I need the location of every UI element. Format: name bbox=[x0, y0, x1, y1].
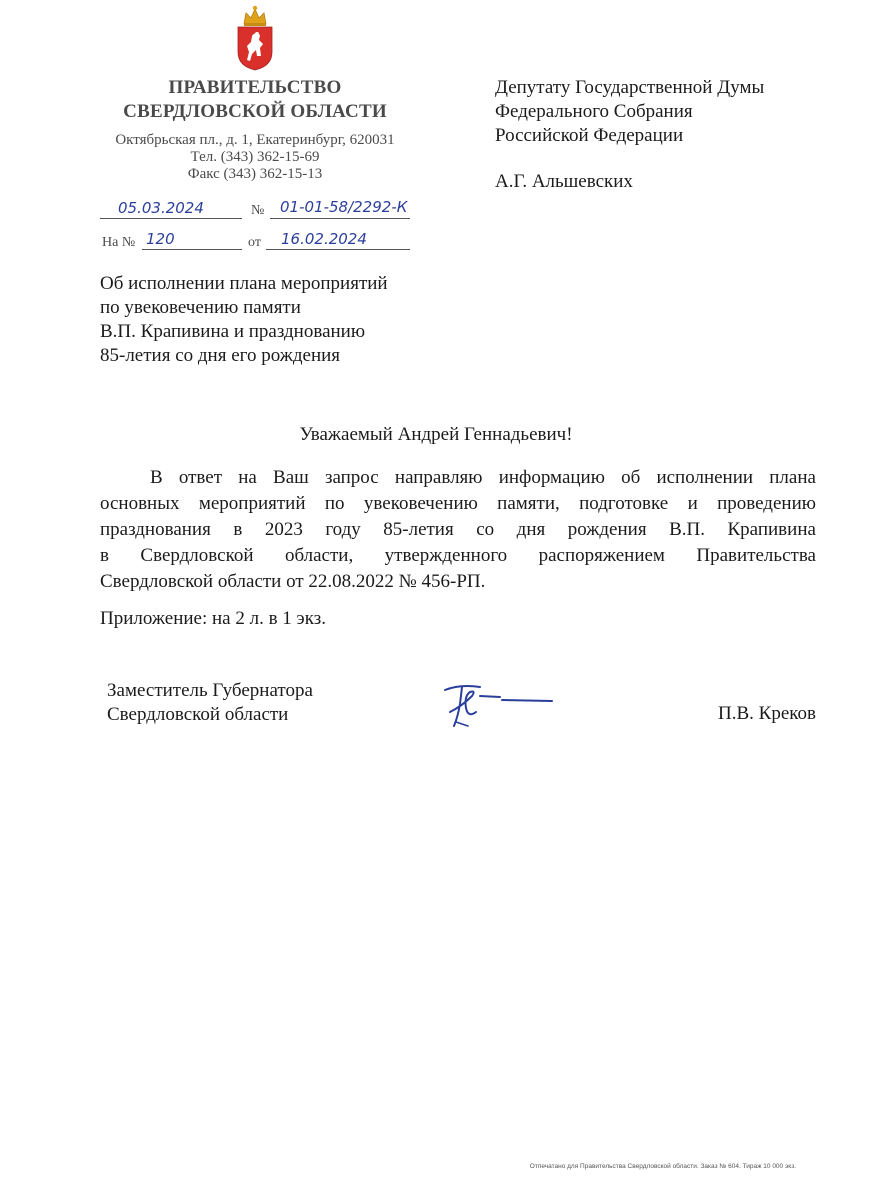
body-word: Крапивина bbox=[727, 519, 816, 540]
reply-to-number: 120 bbox=[146, 230, 175, 248]
org-name-line1: ПРАВИТЕЛЬСТВО bbox=[168, 77, 342, 98]
signatory-position bbox=[107, 679, 313, 727]
date-underline bbox=[100, 218, 242, 219]
addressee-block bbox=[495, 76, 764, 194]
body-word: Свердловской bbox=[140, 545, 254, 566]
org-contacts bbox=[100, 132, 410, 183]
addressee-line3: Российской Федерации bbox=[495, 125, 684, 146]
body-word: ответ bbox=[178, 467, 223, 488]
position-line2: Свердловской области bbox=[107, 704, 289, 725]
reply-to-date: 16.02.2024 bbox=[281, 230, 367, 248]
number-label: № bbox=[251, 203, 265, 218]
body-word: году bbox=[325, 519, 361, 540]
body-word: В bbox=[150, 467, 163, 488]
body-word: Правительства bbox=[696, 545, 816, 566]
body-word: подготовке bbox=[579, 493, 669, 514]
body-line bbox=[100, 543, 816, 569]
body-word: 2023 bbox=[264, 519, 303, 540]
body-word: увековечению bbox=[363, 493, 478, 514]
body-word: плана bbox=[769, 467, 816, 488]
subject-line4: 85-летия со дня его рождения bbox=[100, 345, 341, 366]
print-footer: Отпечатано для Правительства Свердловской области. Заказ № 604. Тираж 10 000 экз. bbox=[529, 1163, 796, 1170]
body-word: дня bbox=[516, 519, 546, 540]
reply-number-underline bbox=[142, 249, 242, 250]
coat-of-arms-icon bbox=[230, 4, 280, 72]
attachment-note: Приложение: на 2 л. в 1 экз. bbox=[100, 608, 326, 629]
outgoing-date: 05.03.2024 bbox=[118, 199, 204, 217]
org-fax: Факс (343) 362-15-13 bbox=[187, 166, 323, 182]
addressee-name: А.Г. Альшевских bbox=[495, 171, 633, 192]
body-word: 85-летия bbox=[383, 519, 454, 540]
org-name-line2: СВЕРДЛОВСКОЙ ОБЛАСТИ bbox=[123, 101, 387, 122]
body-word: Ваш bbox=[273, 467, 309, 488]
body-word: в bbox=[100, 545, 109, 566]
salutation: Уважаемый Андрей Геннадьевич! bbox=[299, 424, 573, 445]
body-word: в bbox=[233, 519, 243, 540]
body-word: исполнении bbox=[656, 467, 754, 488]
body-word: В.П. bbox=[669, 519, 705, 540]
body-word: рождения bbox=[567, 519, 647, 540]
handwritten-signature bbox=[440, 682, 555, 730]
position-line1: Заместитель Губернатора bbox=[107, 680, 313, 701]
number-underline bbox=[270, 218, 410, 219]
organization-name bbox=[100, 76, 410, 124]
body-word: мероприятий bbox=[198, 493, 306, 514]
letter-subject bbox=[100, 272, 388, 368]
body-word: по bbox=[324, 493, 345, 514]
addressee-line2: Федерального Собрания bbox=[495, 101, 693, 122]
org-address: Октябрьская пл., д. 1, Екатеринбург, 620031 bbox=[115, 132, 395, 148]
outgoing-number: 01-01-58/2292-К bbox=[280, 198, 408, 216]
body-word: памяти, bbox=[497, 493, 560, 514]
subject-line2: по увековечению памяти bbox=[100, 297, 301, 318]
body-word: информацию bbox=[498, 467, 605, 488]
body-line bbox=[100, 517, 816, 543]
letter-body bbox=[100, 465, 816, 595]
org-phone: Тел. (343) 362-15-69 bbox=[190, 149, 320, 165]
subject-line1: Об исполнении плана мероприятий bbox=[100, 273, 388, 294]
from-label: от bbox=[248, 235, 261, 250]
body-word: утвержденного bbox=[384, 545, 508, 566]
body-word: на bbox=[238, 467, 257, 488]
body-word: празднования bbox=[100, 519, 211, 540]
body-word: об bbox=[621, 467, 641, 488]
body-word: проведению bbox=[717, 493, 816, 514]
body-word: запрос bbox=[324, 467, 379, 488]
body-word: со bbox=[476, 519, 495, 540]
body-word: и bbox=[687, 493, 698, 514]
signatory-name: П.В. Креков bbox=[718, 703, 816, 724]
body-word: основных bbox=[100, 493, 180, 514]
body-word: области, bbox=[284, 545, 354, 566]
body-word: направляю bbox=[394, 467, 483, 488]
body-word: распоряжением bbox=[538, 545, 665, 566]
body-line bbox=[100, 465, 816, 491]
reply-to-label: На № bbox=[102, 235, 136, 250]
body-line: Свердловской области от 22.08.2022 № 456-РП. bbox=[100, 571, 486, 592]
subject-line3: В.П. Крапивина и празднованию bbox=[100, 321, 366, 342]
reply-date-underline bbox=[266, 249, 410, 250]
body-line bbox=[100, 491, 816, 517]
addressee-line1: Депутату Государственной Думы bbox=[495, 77, 765, 98]
